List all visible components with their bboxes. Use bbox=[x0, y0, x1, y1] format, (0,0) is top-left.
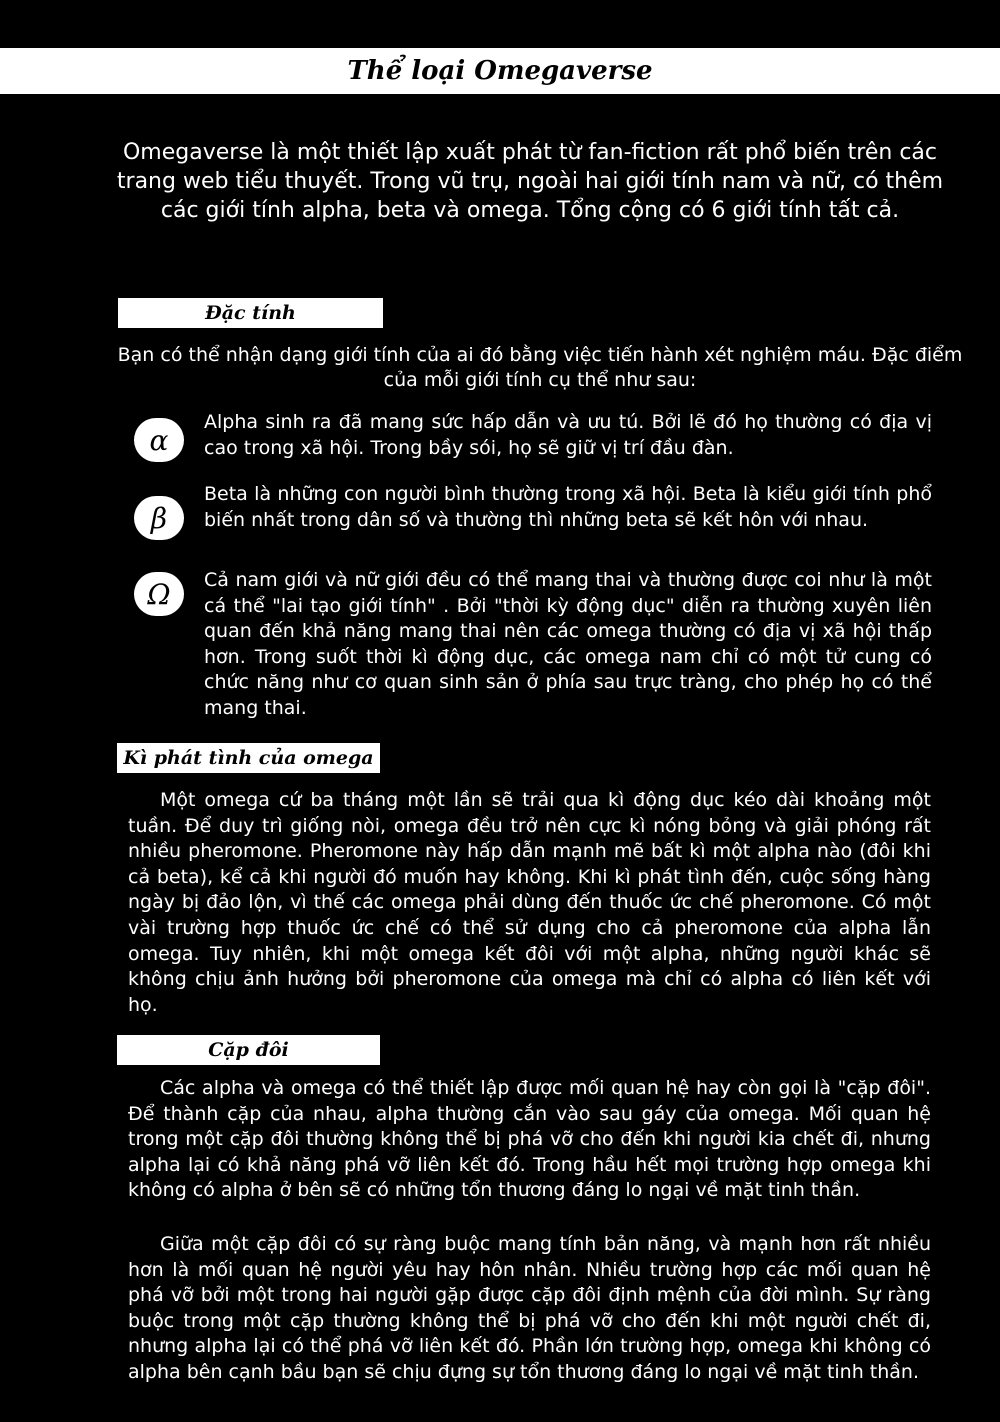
page-title: Thể loại Omegaverse bbox=[0, 48, 1000, 94]
pair-paragraph-2: Giữa một cặp đôi có sự ràng buộc mang tính bản năng, và mạnh hơn rất nhiều hơn là mối quan hệ người yêu hay hôn nhân. Nhiều trường hợp các mối quan hệ phá vỡ bởi một trong hai người gặp được cặp đôi định mệnh của đời mình. Sự ràng buộc trong một cặp thường không thể bị phá vỡ cho đến khi một người chết đi, nhưng alpha lại có thể phá vỡ liên kết đó. Phần lớn trường hợp, omega khi không có alpha bên cạnh bầu bạn sẽ chịu đựng sự tổn thương đáng lo ngại về mặt tinh thần. bbox=[128, 1233, 931, 1383]
trait-alpha-text: Alpha sinh ra đã mang sức hấp dẫn và ưu tú. Bởi lẽ đó họ thường có địa vị cao trong xã hội. Trong bầy sói, họ sẽ giữ vị trí đầu đàn. bbox=[204, 411, 932, 459]
traits-intro: Bạn có thể nhận dạng giới tính của ai đó bằng việc tiến hành xét nghiệm máu. Đặc điểm của mỗi giới tính cụ thể như sau: bbox=[117, 344, 963, 391]
trait-beta-text: Beta là những con người bình thường trong xã hội. Beta là kiểu giới tính phổ biến nhất trong dân số và thường thì những beta sẽ kết hôn với nhau. bbox=[204, 483, 932, 531]
section-heading-pair: Cặp đôi bbox=[117, 1035, 380, 1065]
section-heading-heat: Kì phát tình của omega bbox=[117, 743, 380, 773]
heat-paragraph: Một omega cứ ba tháng một lần sẽ trải qua kì động dục kéo dài khoảng một tuần. Để duy trì giống nòi, omega đều trở nên cực kì nóng bỏng và giải phóng rất nhiều pheromone. Pheromone này hấp dẫn mạnh mẽ bất kì một alpha nào (đôi khi cả beta), kể cả khi người đó muốn hay không. Khi kì phát tình đến, cuộc sống hàng ngày bị đảo lộn, vì thế các omega phải dùng đến thuốc ức chế pheromone. Có một vài trường hợp thuốc ức chế có thể sử dụng cho cả pheromone của alpha lẫn omega. Tuy nhiên, khi một omega kết đôi với một alpha, những người khác sẽ không chịu ảnh hưởng bởi pheromone của omega mà chỉ có alpha có liên kết với họ. bbox=[128, 789, 931, 1016]
omega-symbol-icon: Ω bbox=[134, 572, 184, 616]
trait-omega-text: Cả nam giới và nữ giới đều có thể mang thai và thường được coi như là một cá thể "lai tạo giới tính" . Bởi "thời kỳ động dục" diễn ra thường xuyên liên quan đến khả năng mang thai nên các omega thường có địa vị xã hội thấp hơn. Trong suốt thời kì động dục, các omega nam chỉ có một tử cung có chức năng như cơ quan sinh sản ở phía sau trực tràng, cho phép họ có thể mang thai. bbox=[204, 569, 932, 719]
intro-paragraph: Omegaverse là một thiết lập xuất phát từ fan-fiction rất phổ biến trên các trang web tiểu thuyết. Trong vũ trụ, ngoài hai giới tính nam và nữ, có thêm các giới tính alpha, beta và omega. Tổng cộng có 6 giới tính tất cả. bbox=[116, 140, 944, 223]
section-heading-traits: Đặc tính bbox=[118, 298, 383, 328]
pair-paragraph-1: Các alpha và omega có thể thiết lập được mối quan hệ hay còn gọi là "cặp đôi". Để thành cặp của nhau, alpha thường cắn vào sau gáy của omega. Mối quan hệ trong một cặp đôi thường không thể bị phá vỡ cho đến khi người kia chết đi, nhưng alpha lại có khả năng phá vỡ liên kết đó. Trong hầu hết mọi trường hợp omega khi không có alpha ở bên sẽ có những tổn thương đáng lo ngại về mặt tinh thần. bbox=[128, 1077, 931, 1202]
alpha-symbol-icon: α bbox=[134, 418, 184, 462]
beta-symbol-icon: β bbox=[134, 496, 184, 540]
